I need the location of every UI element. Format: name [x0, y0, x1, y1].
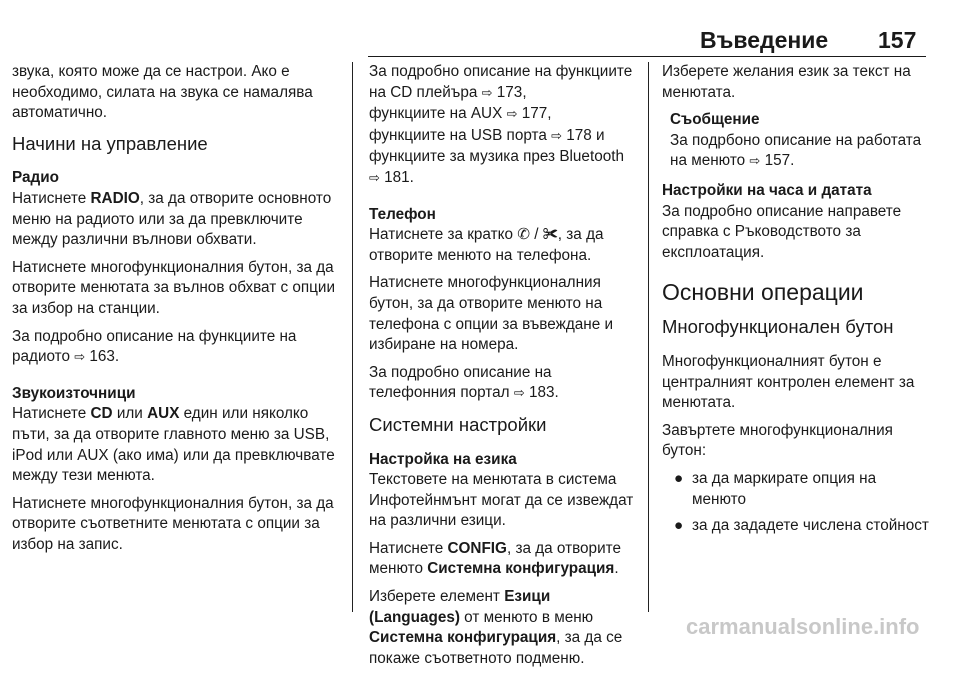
phone-paragraph-3: За подробно описание на телефонния портал ⇨ 183. — [369, 363, 559, 402]
reference-arrow-icon: ⇨ — [513, 386, 525, 402]
sources-paragraph-1: Натиснете CD или AUX един или няколко пъти, за да отворите главното меню за USB, iPod или AUX (ако има) или да превключвате между тези менюта. — [12, 405, 335, 485]
basic-operations-title: Основни операции — [662, 279, 864, 306]
bullet-icon: ● — [674, 469, 684, 487]
language-select-paragraph: Изберете желания език за текст на менютата. — [662, 63, 911, 101]
page-number: 157 — [878, 27, 917, 53]
column-divider — [648, 62, 649, 612]
multifunction-paragraph-2: Завъртете многофункционалния бутон: — [662, 421, 893, 460]
radio-paragraph-1: Натиснете RADIO, за да отворите основното меню на радиото или за да превключите между различни вълнови обхвати. — [12, 189, 332, 249]
note-title: Съобщение — [670, 111, 760, 129]
radio-heading: Радио — [12, 169, 59, 187]
reference-arrow-icon: ⇨ — [74, 350, 86, 366]
watermark: carmanualsonline.info — [686, 614, 920, 639]
note-box — [662, 110, 930, 173]
sources-heading: Звукоизточници — [12, 384, 136, 402]
bullet-icon: ● — [674, 517, 684, 535]
language-paragraph-2: Натиснете CONFIG, за да отворите менюто Системна конфигурация. — [369, 539, 621, 578]
reference-arrow-icon: ⇨ — [506, 107, 518, 123]
language-paragraph-1: Текстовете на менютата в система Инфотейнмънт могат да се извеждат на различни езици. — [369, 471, 634, 530]
radio-paragraph-3: За подробно описание на функциите на радиото ⇨ 163. — [12, 327, 297, 366]
sources-paragraph-2: Натиснете многофункционалния бутон, за да отворите съответните менютата с опции за избор на запис. — [12, 494, 334, 553]
multifunction-title: Многофункционален бутон — [662, 316, 894, 338]
list-item: ● за да зададете числена стойност — [662, 516, 930, 537]
header-rule — [368, 56, 926, 57]
radio-paragraph-2: Натиснете многофункционалния бутон, за да отворите менютата за вълнов обхват с опции за избор на станции. — [12, 258, 336, 317]
column-2 — [369, 62, 635, 676]
phone-heading: Телефон — [369, 205, 436, 223]
intro-paragraph: звука, която може да се настрои. Ако е необходимо, силата на звука се намалява автоматично. — [12, 63, 313, 122]
column-3 — [662, 62, 930, 543]
language-heading: Настройка на езика — [369, 450, 517, 468]
page-header-title: Въведение — [700, 27, 829, 53]
phone-icons: ✆ / ✀ — [517, 226, 558, 244]
clock-heading: Настройки на часа и датата — [662, 181, 872, 199]
details-references: За подробно описание на функциите на CD плейъра ⇨ 173, функциите на AUX ⇨ 177, функциите на USB порта ⇨ 178 и функциите за музика през Bluetooth ⇨ 181. — [369, 63, 633, 186]
language-paragraph-3: Изберете елемент Езици (Languages) от менюто в меню Системна конфигурация, за да се покаже съответното подменю. — [369, 588, 623, 667]
column-1 — [12, 62, 342, 562]
note-text: За подрбоно описание на работата на менюто ⇨ 157. — [670, 131, 922, 170]
multifunction-paragraph-1: Многофункционалният бутон е централният контролен елемент за менютата. — [662, 352, 915, 412]
section-title: Начини на управление — [12, 132, 208, 154]
column-divider — [352, 62, 353, 612]
phone-paragraph-1: Натиснете за кратко ✆ / ✀, за да отворите менюто на телефона. — [369, 226, 604, 264]
reference-arrow-icon: ⇨ — [749, 154, 761, 170]
clock-paragraph: За подробно описание направете справка с Ръководството за експлоатация. — [662, 202, 902, 261]
reference-arrow-icon: ⇨ — [551, 128, 563, 144]
list-item: ● за да маркирате опция на менюто — [674, 469, 877, 508]
system-settings-title: Системни настройки — [369, 413, 547, 435]
reference-arrow-icon: ⇨ — [481, 85, 493, 101]
reference-arrow-icon: ⇨ — [369, 170, 380, 186]
bullet-list — [662, 469, 930, 537]
phone-paragraph-2: Натиснете многофункционалния бутон, за да отворите менюто на телефона с опции за въвеждане и избиране на номера. — [369, 274, 614, 354]
